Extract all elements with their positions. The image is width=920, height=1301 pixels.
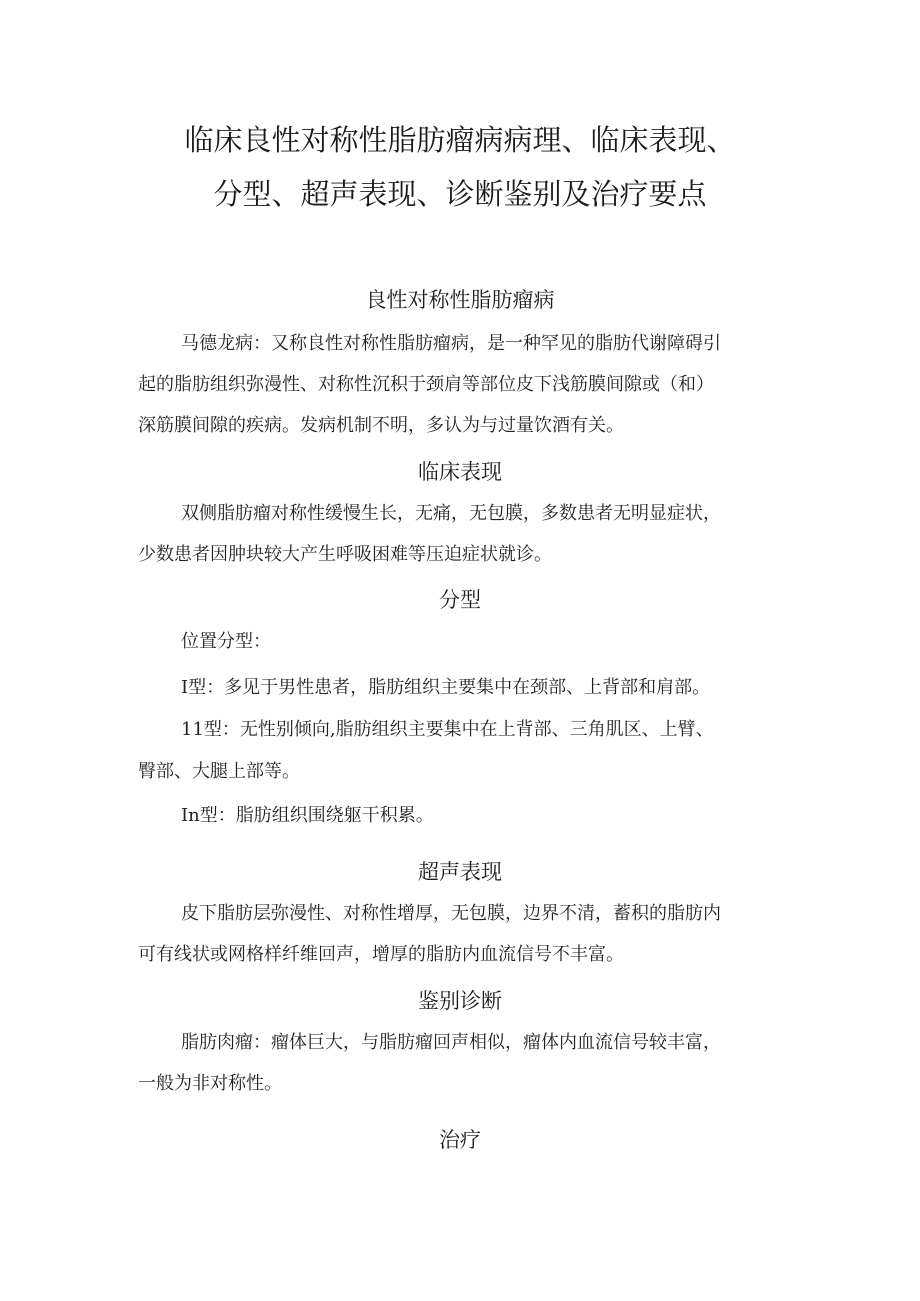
paragraph-line: 皮下脂肪层弥漫性、对称性增厚，无包膜，边界不清，蓄积的脂肪内 (181, 903, 721, 924)
classification-intro: 位置分型： (181, 631, 271, 652)
document-title-line-1: 临床良性对称性脂肪瘤病病理、临床表现、 (184, 123, 736, 157)
section-heading-differential: 鉴别诊断 (418, 989, 502, 1013)
paragraph-line: 双侧脂肪瘤对称性缓慢生长，无痛，无包膜，多数患者无明显症状， (181, 503, 721, 524)
paragraph-line: 脂肪肉瘤：瘤体巨大，与脂肪瘤回声相似，瘤体内血流信号较丰富， (181, 1032, 721, 1053)
classification-type-2-cont: 臀部、大腿上部等。 (138, 761, 300, 782)
paragraph-line: 一般为非对称性。 (138, 1073, 282, 1094)
classification-type-3: In型：脂肪组织围绕躯干积累。 (181, 805, 434, 826)
paragraph-line: 少数患者因肿块较大产生呼吸困难等压迫症状就诊。 (138, 544, 552, 565)
document-title-line-2: 分型、超声表现、诊断鉴别及治疗要点 (213, 177, 707, 211)
section-heading-ultrasound: 超声表现 (418, 860, 502, 884)
paragraph-line: 可有线状或网格样纤维回声，增厚的脂肪内血流信号不丰富。 (138, 944, 624, 965)
section-heading-overview: 良性对称性脂肪瘤病 (365, 288, 555, 312)
section-heading-treatment: 治疗 (439, 1128, 481, 1152)
paragraph-line: 起的脂肪组织弥漫性、对称性沉积于颈肩等部位皮下浅筋膜间隙或（和） (138, 374, 714, 395)
section-heading-clinical: 临床表现 (418, 460, 502, 484)
paragraph-line: 马德龙病：又称良性对称性脂肪瘤病，是一种罕见的脂肪代谢障碍引 (181, 333, 721, 354)
classification-type-1: I型：多见于男性患者，脂肪组织主要集中在颈部、上背部和肩部。 (181, 677, 711, 698)
classification-type-2: 11型：无性别倾向,脂肪组织主要集中在上背部、三角肌区、上臂、 (181, 719, 714, 740)
paragraph-line: 深筋膜间隙的疾病。发病机制不明，多认为与过量饮酒有关。 (138, 415, 624, 436)
section-heading-classification: 分型 (439, 588, 481, 612)
